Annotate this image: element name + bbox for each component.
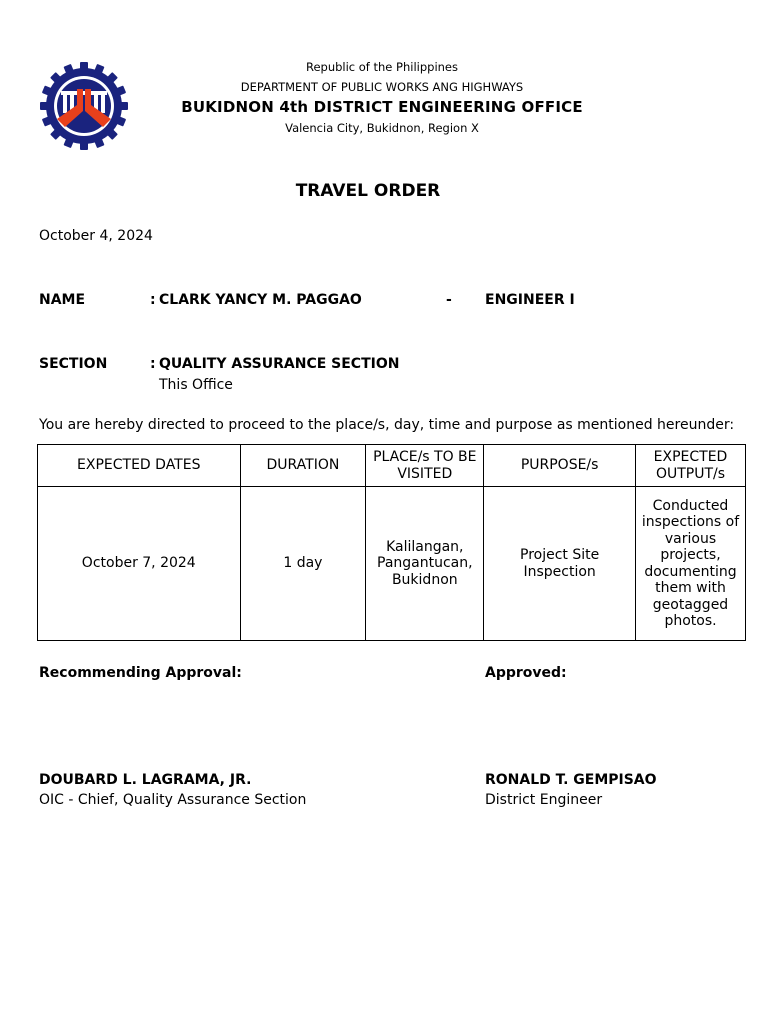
header-places: PLACE/s TO BE VISITED — [366, 445, 484, 487]
header-expected-output: EXPECTED OUTPUT/s — [636, 445, 746, 487]
employee-section: QUALITY ASSURANCE SECTION — [159, 356, 400, 372]
name-dash: - — [446, 292, 452, 308]
approving-signatory-name: RONALD T. GEMPISAO — [485, 772, 657, 788]
section-label: SECTION — [39, 356, 108, 372]
name-label: NAME — [39, 292, 86, 308]
itinerary-table — [37, 444, 746, 641]
table-header-row — [38, 445, 746, 487]
cell-expected-output: Conducted inspections of various projects, documenting them with geotagged photos. — [636, 487, 746, 641]
employee-name: CLARK YANCY M. PAGGAO — [159, 292, 362, 308]
header-department: DEPARTMENT OF PUBLIC WORKS ANG HIGHWAYS — [240, 80, 524, 94]
header-duration: DURATION — [240, 445, 366, 487]
document-title: TRAVEL ORDER — [295, 181, 441, 201]
employee-office: This Office — [159, 377, 233, 393]
directive-text: You are hereby directed to proceed to the place/s, day, time and purpose as mentioned hereunder: — [39, 417, 735, 433]
approving-signatory-title: District Engineer — [485, 792, 603, 808]
table-row — [38, 487, 746, 641]
recommending-signatory-title: OIC - Chief, Quality Assurance Section — [39, 792, 307, 808]
header-expected-dates: EXPECTED DATES — [38, 445, 241, 487]
section-colon: : — [150, 356, 156, 372]
approved-label: Approved: — [485, 665, 567, 681]
cell-duration: 1 day — [240, 487, 366, 641]
name-colon: : — [150, 292, 156, 308]
header-purpose: PURPOSE/s — [484, 445, 636, 487]
cell-expected-date: October 7, 2024 — [38, 487, 241, 641]
cell-purpose: Project Site Inspection — [484, 487, 636, 641]
cell-places: Kalilangan, Pangantucan, Bukidnon — [366, 487, 484, 641]
recommending-approval-label: Recommending Approval: — [39, 665, 242, 681]
header-address: Valencia City, Bukidnon, Region X — [285, 121, 479, 135]
document-date: October 4, 2024 — [39, 228, 153, 244]
header-office: BUKIDNON 4th DISTRICT ENGINEERING OFFICE — [181, 98, 583, 116]
recommending-signatory-name: DOUBARD L. LAGRAMA, JR. — [39, 772, 252, 788]
header-republic: Republic of the Philippines — [305, 60, 459, 74]
employee-position: ENGINEER I — [485, 292, 575, 308]
